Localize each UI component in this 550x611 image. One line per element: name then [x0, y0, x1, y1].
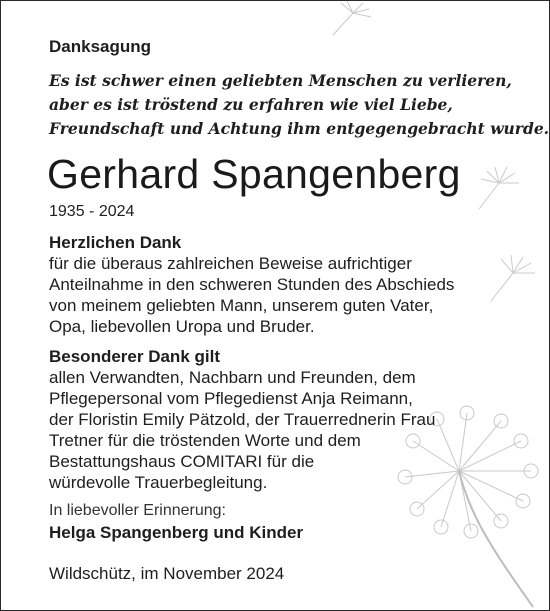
seed-top-right — [333, 1, 371, 35]
section-special-line: würdevolle Trauerbegleitung. — [49, 473, 268, 492]
section-special-line: Tretner für die tröstenden Worte und dem — [49, 431, 361, 450]
quote-line: Es ist schwer einen geliebten Menschen zu verlieren, — [49, 71, 512, 90]
section-special-line: Pflegepersonal vom Pflegedienst Anja Reimann, — [49, 389, 413, 408]
notice-heading: Danksagung — [49, 37, 152, 56]
seed-upper-right — [479, 167, 519, 209]
signatories: Helga Spangenberg und Kinder — [49, 523, 304, 542]
seed-right-middle — [491, 255, 535, 301]
deceased-name: Gerhard Spangenberg — [47, 151, 461, 197]
memory-label: In liebevoller Erinnerung: — [49, 502, 226, 519]
section-title-thanks: Herzlichen Dank — [49, 233, 182, 252]
place-date: Wildschütz, im November 2024 — [49, 564, 285, 583]
quote-line: aber es ist tröstend zu erfahren wie viel Liebe, — [49, 95, 453, 114]
quote-line: Freundschaft und Achtung ihm entgegengebracht wurde. — [49, 119, 550, 138]
life-dates: 1935 - 2024 — [49, 203, 135, 220]
section-special-line: Bestattungshaus COMITARI für die — [49, 452, 315, 471]
section-thanks-line: Anteilnahme in den schweren Stunden des Abschieds — [49, 275, 455, 294]
section-title-special-thanks: Besonderer Dank gilt — [49, 347, 220, 366]
section-thanks-line: für die überaus zahlreichen Beweise aufrichtiger — [49, 254, 412, 273]
section-thanks-line: Opa, liebevollen Uropa und Bruder. — [49, 317, 315, 336]
dandelion-stem — [459, 471, 533, 607]
section-thanks-line: von meinem geliebten Mann, unserem guten Vater, — [49, 296, 434, 315]
section-special-line: allen Verwandten, Nachbarn und Freunden, dem — [49, 368, 416, 387]
section-special-line: der Floristin Emily Pätzold, der Trauerrednerin Frau — [49, 410, 436, 429]
